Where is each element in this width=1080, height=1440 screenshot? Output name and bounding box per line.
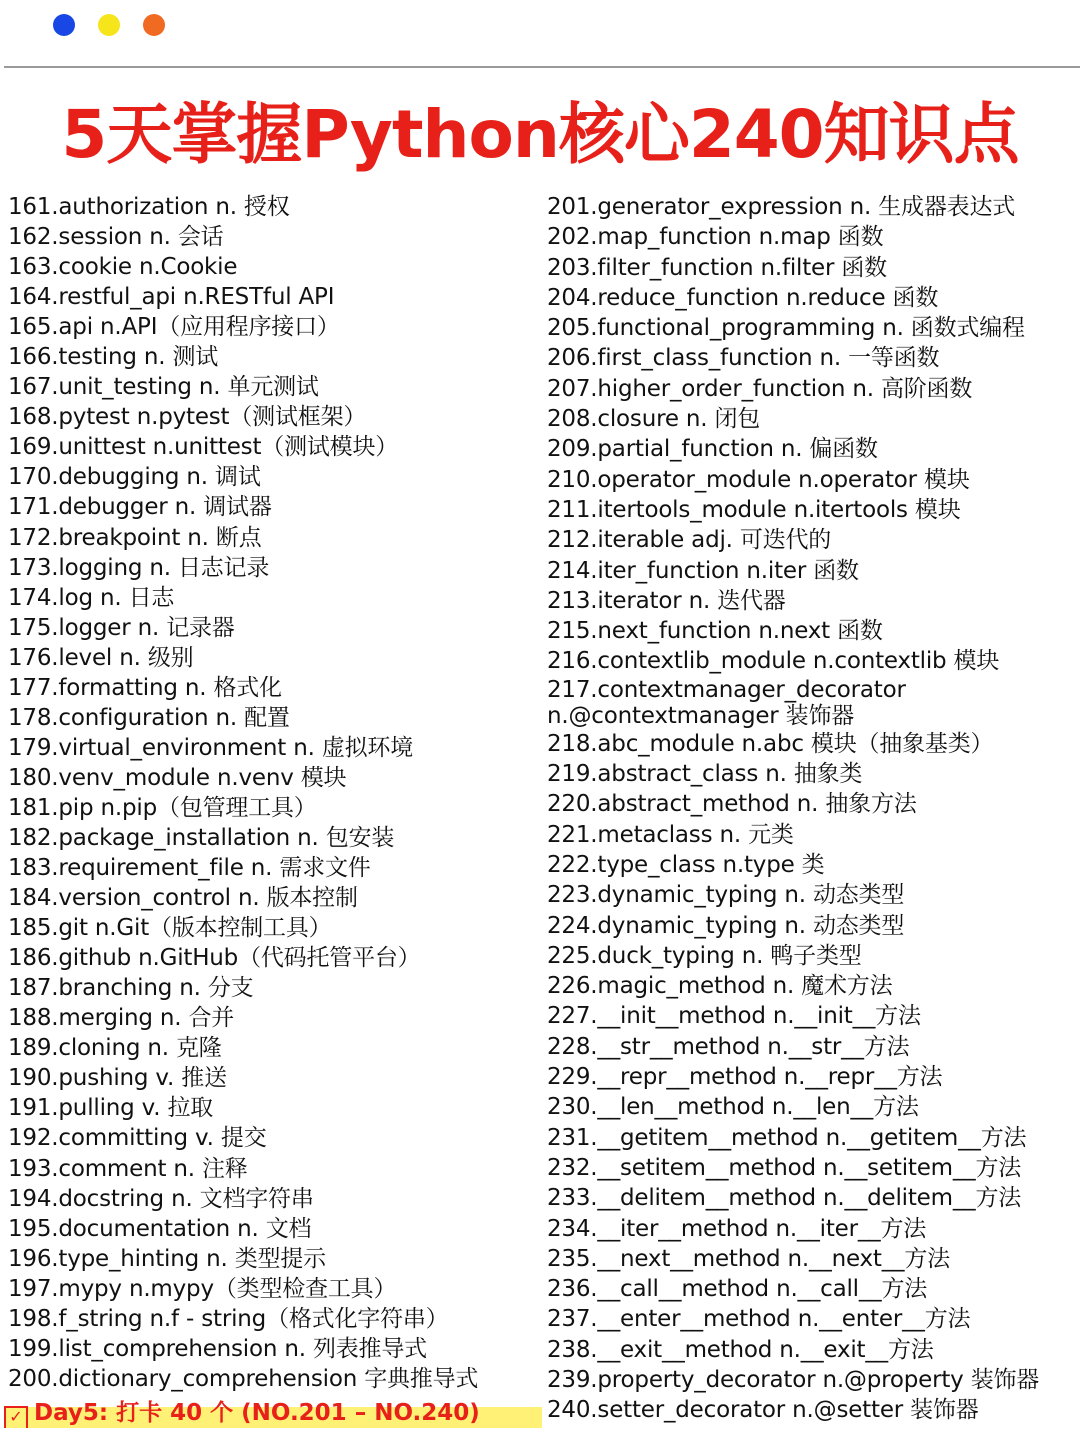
term-item: 185.git n.Git（版本控制工具） <box>8 915 332 942</box>
term-item: 222.type_class n.type 类 <box>547 851 825 878</box>
term-item: 205.functional_programming n. 函数式编程 <box>547 315 1025 342</box>
term-item: 218.abc_module n.abc 模块（抽象基类） <box>547 730 994 757</box>
term-item: 201.generator_expression n. 生成器表达式 <box>547 194 1016 220</box>
term-item: 214.iter_function n.iter 函数 <box>547 557 859 584</box>
term-item: 212.iterable adj. 可迭代的 <box>547 527 832 554</box>
term-item: 221.metaclass n. 元类 <box>547 821 794 848</box>
term-item: 211.itertools_module n.itertools 模块 <box>547 496 961 523</box>
term-item: 179.virtual_environment n. 虚拟环境 <box>8 734 414 761</box>
term-item: 190.pushing v. 推送 <box>8 1065 227 1092</box>
term-item: 164.restful_api n.RESTful API <box>8 284 335 311</box>
term-item: 191.pulling v. 拉取 <box>8 1095 214 1122</box>
term-item: 235.__next__method n.__next__方法 <box>547 1245 950 1272</box>
term-item: 233.__delitem__method n.__delitem__方法 <box>547 1185 1022 1212</box>
term-item: 168.pytest n.pytest（测试框架） <box>8 404 367 431</box>
term-item: 207.higher_order_function n. 高阶函数 <box>547 375 973 402</box>
window-dot-orange[interactable] <box>143 14 165 36</box>
check-box-icon: ✓ <box>4 1406 28 1428</box>
term-item: 240.setter_decorator n.@setter 装饰器 <box>547 1397 979 1424</box>
term-item: 226.magic_method n. 魔术方法 <box>547 973 893 1000</box>
term-item: 180.venv_module n.venv 模块 <box>8 764 347 791</box>
left-term-list <box>8 192 543 1394</box>
window-dot-blue[interactable] <box>53 14 75 36</box>
term-item: 181.pip n.pip（包管理工具） <box>8 794 317 821</box>
term-item: 236.__call__method n.__call__方法 <box>547 1276 928 1303</box>
term-item: 225.duck_typing n. 鸭子类型 <box>547 942 862 969</box>
term-item: 167.unit_testing n. 单元测试 <box>8 374 319 401</box>
page-title: 5天掌握Python核心240知识点 <box>61 96 1019 173</box>
term-item: 171.debugger n. 调试器 <box>8 494 272 521</box>
term-item: 203.filter_function n.filter 函数 <box>547 254 887 281</box>
term-item: 200.dictionary_comprehension 字典推导式 <box>8 1365 479 1392</box>
term-item: 199.list_comprehension n. 列表推导式 <box>8 1335 427 1362</box>
term-item: 229.__repr__method n.__repr__方法 <box>547 1064 943 1091</box>
term-item: 231.__getitem__method n.__getitem__方法 <box>547 1124 1027 1151</box>
term-item: 215.next_function n.next 函数 <box>547 618 883 645</box>
term-item: 188.merging n. 合并 <box>8 1005 235 1032</box>
term-item: 173.logging n. 日志记录 <box>8 554 270 581</box>
window-titlebar <box>0 0 1080 66</box>
term-item: 184.version_control n. 版本控制 <box>8 885 358 912</box>
term-item: 223.dynamic_typing n. 动态类型 <box>547 882 905 909</box>
term-item: 228.__str__method n.__str__方法 <box>547 1033 910 1060</box>
term-item: 210.operator_module n.operator 模块 <box>547 466 970 493</box>
term-item: 216.contextlib_module n.contextlib 模块 <box>547 648 1000 675</box>
term-item: 234.__iter__method n.__iter__方法 <box>547 1215 927 1242</box>
window-dot-yellow[interactable] <box>98 14 120 36</box>
term-item: 170.debugging n. 调试 <box>8 464 261 491</box>
term-item: 183.requirement_file n. 需求文件 <box>8 855 371 882</box>
term-item: 237.__enter__method n.__enter__方法 <box>547 1306 971 1333</box>
term-item: 174.log n. 日志 <box>8 584 175 611</box>
term-item: 238.__exit__method n.__exit__方法 <box>547 1336 934 1363</box>
term-item: 198.f_string n.f - string（格式化字符串） <box>8 1305 449 1332</box>
term-item: 193.comment n. 注释 <box>8 1155 248 1182</box>
term-item: 172.breakpoint n. 断点 <box>8 524 262 551</box>
term-item: 169.unittest n.unittest（测试模块） <box>8 434 399 461</box>
term-item: 209.partial_function n. 偏函数 <box>547 436 878 463</box>
right-term-list <box>547 192 1080 1426</box>
term-item: 220.abstract_method n. 抽象方法 <box>547 791 917 818</box>
term-item: 213.iterator n. 迭代器 <box>547 587 786 614</box>
term-item: 163.cookie n.Cookie <box>8 254 238 281</box>
term-item: 161.authorization n. 授权 <box>8 194 290 220</box>
term-item: 187.branching n. 分支 <box>8 975 254 1002</box>
term-item: 217.contextmanager_decorator n.@contextmanager 装饰器 <box>547 676 906 729</box>
term-item: 195.documentation n. 文档 <box>8 1215 312 1242</box>
term-item: 204.reduce_function n.reduce 函数 <box>547 284 939 311</box>
term-item: 197.mypy n.mypy（类型检查工具） <box>8 1275 397 1302</box>
term-item: 208.closure n. 闭包 <box>547 406 761 433</box>
term-item: 194.docstring n. 文档字符串 <box>8 1185 314 1212</box>
term-item: 162.session n. 会话 <box>8 224 224 251</box>
term-item: 227.__init__method n.__init__方法 <box>547 1003 921 1030</box>
day-checkin-banner <box>4 1398 542 1428</box>
term-item: 166.testing n. 测试 <box>8 344 219 371</box>
titlebar-divider <box>4 66 1080 68</box>
day-checkin-text: Day5: 打卡 40 个 (NO.201 – NO.240) <box>34 1400 480 1426</box>
term-item: 178.configuration n. 配置 <box>8 704 290 731</box>
term-item: 219.abstract_class n. 抽象类 <box>547 761 863 788</box>
term-item: 177.formatting n. 格式化 <box>8 674 282 701</box>
term-item: 176.level n. 级别 <box>8 644 194 671</box>
term-item: 202.map_function n.map 函数 <box>547 224 884 251</box>
term-item: 224.dynamic_typing n. 动态类型 <box>547 912 905 939</box>
term-item: 189.cloning n. 克隆 <box>8 1035 222 1062</box>
term-item: 165.api n.API（应用程序接口） <box>8 314 340 341</box>
term-item: 230.__len__method n.__len__方法 <box>547 1094 919 1121</box>
term-item: 182.package_installation n. 包安装 <box>8 824 395 851</box>
term-item: 206.first_class_function n. 一等函数 <box>547 345 940 372</box>
term-item: 232.__setitem__method n.__setitem__方法 <box>547 1154 1022 1181</box>
term-item: 186.github n.GitHub（代码托管平台） <box>8 945 421 972</box>
term-item: 196.type_hinting n. 类型提示 <box>8 1245 326 1272</box>
term-item: 192.committing v. 提交 <box>8 1125 267 1152</box>
term-item: 239.property_decorator n.@property 装饰器 <box>547 1366 1040 1393</box>
term-item: 175.logger n. 记录器 <box>8 614 235 641</box>
